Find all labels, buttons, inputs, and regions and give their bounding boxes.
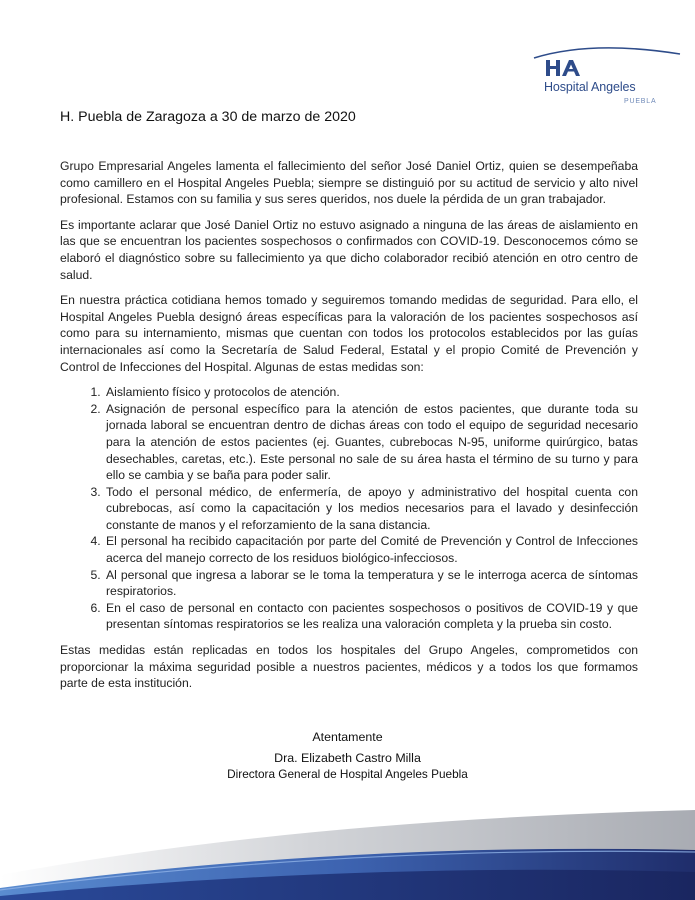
- signer-name: Dra. Elizabeth Castro Milla: [274, 751, 421, 765]
- paragraph: Es importante aclarar que José Daniel Ortiz no estuvo asignado a ninguna de las áreas de aislamiento en las que se encuentran los pacientes sospechosos o confirmados con COVID-19. Desconocemos cómo se elaboró el diagnóstico sobre su fallecimiento ya que dicho colaborador recibió atención en otro centro de salud.: [60, 217, 638, 282]
- list-item: 4. El personal ha recibido capacitación por parte del Comité de Prevención y Control de Infecciones acerca del manejo correcto de los residuos biológico-infecciosos.: [104, 533, 638, 566]
- list-item: 2. Asignación de personal específico para la atención de estos pacientes, que durante toda su jornada laboral se encuentran dentro de dichas áreas con todo el equipo de seguridad necesario para la atención de estos pacientes (ej. Guantes, cubrebocas N-95, uniforme quirúrgico, batas desechables, caretas, etc.). Este personal no sale de su área hasta el término de su turno y para ello se cambia y se baña para poder salir.: [104, 401, 638, 484]
- letter-body: [60, 158, 638, 701]
- paragraph: Grupo Empresarial Angeles lamenta el fallecimiento del señor José Daniel Ortiz, quien se desempeñaba como camillero en el Hospital Angeles Puebla; siempre se distinguió por su actitud de servicio y alto nivel profesional. Estamos con su familia y sus seres queridos, nos duele la pérdida de un gran trabajador.: [60, 159, 638, 207]
- paragraph: En nuestra práctica cotidiana hemos tomado y seguiremos tomando medidas de seguridad. Para ello, el Hospital Angeles Puebla designó áreas específicas para la valoración de los pacientes sospechosos así como para su internamiento, mismas que cuentan con todos los protocolos establecidos por las guías internacionales así como la Secretaría de Salud Federal, Estatal y el propio Comité de Prevención y Control de Infecciones del Hospital. Algunas de estas medidas son:: [60, 293, 638, 374]
- list-item: 5. Al personal que ingresa a laborar se le toma la temperatura y se le interroga acerca de síntomas respiratorios.: [104, 567, 638, 600]
- list-item: 3. Todo el personal médico, de enfermería, de apoyo y administrativo del hospital cuenta con cubrebocas, así como la capacitación y los medios necesarios para el lavado y desinfección constante de manos y el reforzamiento de la sana distancia.: [104, 484, 638, 534]
- logo-name: Hospital Angeles: [544, 80, 636, 94]
- closing-paragraph: Estas medidas están replicadas en todos los hospitales del Grupo Angeles, comprometidos con proporcionar la máxima seguridad posible a nuestros pacientes, médicos y a todos los que formamos parte de esta institución.: [60, 643, 638, 691]
- date-line: H. Puebla de Zaragoza a 30 de marzo de 2020: [60, 109, 356, 125]
- footer-swoosh: [0, 780, 695, 900]
- list-item: 6. En el caso de personal en contacto con pacientes sospechosos o positivos de COVID-19 y que presentan síntomas respiratorios se les realiza una valoración completa y la prueba sin costo.: [104, 600, 638, 633]
- signer-title: Directora General de Hospital Angeles Puebla: [227, 767, 468, 781]
- list-item: 1. Aislamiento físico y protocolos de atención.: [104, 384, 638, 401]
- greeting: Atentamente: [312, 730, 383, 744]
- logo-city: PUEBLA: [624, 98, 657, 105]
- hospital-logo: [532, 44, 682, 114]
- measures-list: [60, 384, 638, 633]
- logo-mark-icon: [532, 44, 682, 84]
